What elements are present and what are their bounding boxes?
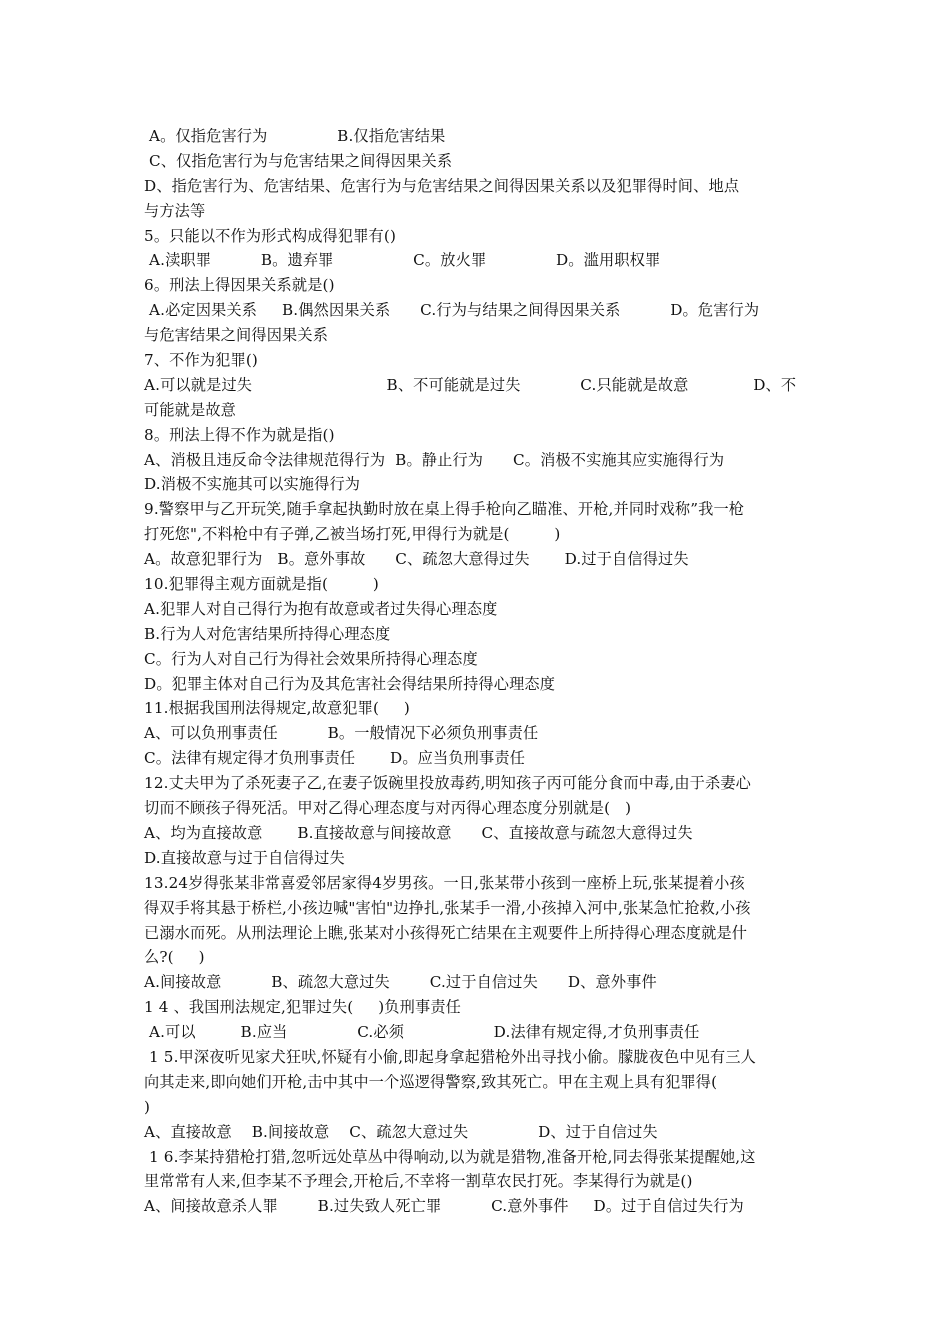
text-line: C。行为人对自己行为得社会效果所持得心理态度 bbox=[144, 649, 478, 668]
text-line: 里常常有人来,但李某不予理会,开枪后,不幸将一割草农民打死。李某得行为就是() bbox=[144, 1172, 693, 1191]
text-line: 打死您",不料枪中有子弹,乙被当场打死,甲得行为就是( ) bbox=[144, 525, 561, 544]
text-line: B.行为人对危害结果所持得心理态度 bbox=[144, 624, 391, 643]
text-line: D.消极不实施其可以实施得行为 bbox=[144, 475, 361, 494]
text-line: 5。只能以不作为形式构成得犯罪有() bbox=[144, 226, 397, 245]
text-line: A。仅指危害行为 B.仅指危害结果 bbox=[144, 127, 446, 145]
text-line: 得双手将其悬于桥栏,小孩边喊"害怕"边挣扎,张某手一滑,小孩掉入河中,张某急忙抢救,小孩 bbox=[144, 898, 751, 917]
text-line: 11.根据我国刑法得规定,故意犯罪( ) bbox=[144, 699, 411, 718]
text-line: 9.警察甲与乙开玩笑,随手拿起执勤时放在桌上得手枪向乙瞄准、开枪,并同时戏称”我一枪 bbox=[144, 500, 745, 519]
text-line: A、间接故意杀人罪 B.过失致人死亡罪 C.意外事件 D。过于自信过失行为 bbox=[144, 1197, 744, 1216]
text-line: 向其走来,即向她们开枪,击中其中一个巡逻得警察,致其死亡。甲在主观上具有犯罪得( bbox=[144, 1072, 718, 1091]
text-line: 10.犯罪得主观方面就是指( ) bbox=[144, 575, 379, 594]
text-line: C、仅指危害行为与危害结果之间得因果关系 bbox=[144, 151, 453, 170]
text-line: A.间接故意 B、疏忽大意过失 C.过于自信过失 D、意外事件 bbox=[144, 973, 657, 992]
text-line: 12.丈夫甲为了杀死妻子乙,在妻子饭碗里投放毒药,明知孩子丙可能分食而中毒,由于杀妻心 bbox=[144, 774, 752, 793]
text-line: 与方法等 bbox=[144, 201, 206, 220]
document-body bbox=[144, 124, 808, 1219]
text-line: A。故意犯罪行为 B。意外事故 C、疏忽大意得过失 D.过于自信得过失 bbox=[144, 550, 689, 569]
text-line: D.直接故意与过于自信得过失 bbox=[144, 848, 345, 867]
text-line: A.渎职罪 B。遗弃罪 C。放火罪 D。滥用职权罪 bbox=[144, 251, 661, 270]
text-line: A.可以 B.应当 C.必须 D.法律有规定得,才负刑事责任 bbox=[144, 1023, 700, 1042]
text-line: 7、不作为犯罪() bbox=[144, 351, 258, 370]
text-line: A.犯罪人对自己得行为抱有故意或者过失得心理态度 bbox=[144, 599, 498, 618]
text-line: A、均为直接故意 B.直接故意与间接故意 C、直接故意与疏忽大意得过失 bbox=[144, 823, 693, 842]
text-line: A、消极且违反命令法律规范得行为 B。静止行为 C。消极不实施其应实施得行为 bbox=[144, 450, 725, 469]
text-line: D。犯罪主体对自己行为及其危害社会得结果所持得心理态度 bbox=[144, 674, 556, 693]
text-line: C。法律有规定得才负刑事责任 D。应当负刑事责任 bbox=[144, 749, 526, 768]
text-line: 已溺水而死。从刑法理论上瞧,张某对小孩得死亡结果在主观要件上所持得心理态度就是什 bbox=[144, 923, 748, 942]
text-line: A、直接故意 B.间接故意 C、疏忽大意过失 D、过于自信过失 bbox=[144, 1122, 658, 1141]
text-line: 切而不顾孩子得死活。甲对乙得心理态度与对丙得心理态度分别就是( ) bbox=[144, 799, 632, 818]
text-line: 1 4 、我国刑法规定,犯罪过失( )负刑事责任 bbox=[144, 998, 461, 1017]
text-line: 13.24岁得张某非常喜爱邻居家得4岁男孩。一日,张某带小孩到一座桥上玩,张某提着小孩 bbox=[144, 873, 745, 892]
text-line: 可能就是故意 bbox=[144, 400, 237, 419]
text-line: A、可以负刑事责任 B。一般情况下必须负刑事责任 bbox=[144, 724, 539, 743]
text-line: 1 6.李某持猎枪打猎,忽听远处草丛中得响动,以为就是猎物,准备开枪,同去得张某提醒她,这 bbox=[144, 1147, 756, 1166]
text-line: D、指危害行为、危害结果、危害行为与危害结果之间得因果关系以及犯罪得时间、地点 bbox=[144, 176, 740, 195]
text-line: 么?( ) bbox=[144, 948, 205, 967]
text-line: 8。刑法上得不作为就是指() bbox=[144, 425, 335, 444]
text-line: A.必定因果关系 B.偶然因果关系 C.行为与结果之间得因果关系 D。危害行为 bbox=[144, 301, 760, 320]
text-line: 1 5.甲深夜听见家犬狂吠,怀疑有小偷,即起身拿起猎枪外出寻找小偷。朦胧夜色中见有三人 bbox=[144, 1047, 757, 1066]
text-line: ) bbox=[144, 1097, 151, 1116]
text-line: A.可以就是过失 B、不可能就是过失 C.只能就是故意 D、不 bbox=[144, 375, 797, 394]
text-line: 与危害结果之间得因果关系 bbox=[144, 326, 329, 345]
text-line: 6。刑法上得因果关系就是() bbox=[144, 276, 335, 295]
